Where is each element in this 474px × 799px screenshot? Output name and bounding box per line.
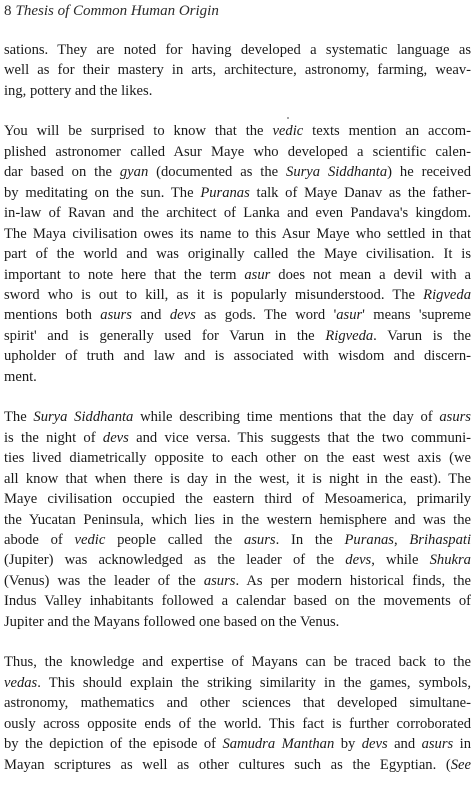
paragraph: [4, 121, 471, 387]
running-head-title: Thesis of Common Human Origin: [15, 3, 219, 19]
paragraph: [4, 407, 471, 632]
text-line: ing, pottery and the likes.: [4, 82, 153, 99]
text-line: all know that when there is day in the west, it is night in the east). The: [4, 470, 471, 487]
text-line: ously across opposite ends of the world. This fact is further corroborated: [4, 715, 471, 732]
text-line: (Jupiter) was acknowledged as the leader of the devs, while Shukra: [4, 552, 471, 569]
text-line: The Surya Siddhanta while describing time mentions that the day of asurs: [4, 409, 471, 426]
paragraph: [4, 652, 471, 775]
text-line: by the depiction of the episode of Samudra Manthan by devs and asurs in: [4, 736, 471, 753]
text-line: sations. They are noted for having developed a systematic language as: [4, 42, 471, 58]
text-line: abode of vedic people called the asurs. In the Puranas, Brihaspati: [4, 531, 471, 548]
text-line: in-law of Ravan and the architect of Lanka and even Pandava's kingdom.: [4, 205, 471, 222]
text-line: You will be surprised to know that the vedic texts mention an accom-: [4, 123, 471, 140]
running-head: [4, 1, 219, 21]
text-line: ment.: [4, 368, 37, 385]
text-line: dar based on the gyan (documented as the Surya Siddhanta) he received: [4, 164, 471, 181]
body-text: [4, 40, 471, 795]
text-line: well as for their mastery in arts, architecture, astronomy, farming, weav-: [4, 62, 471, 79]
text-line: Mayan scriptures as well as other cultures such as the Egyptian. (See: [4, 756, 471, 773]
text-line: spirit' and is generally used for Varun in the Rigveda. Varun is the: [4, 327, 471, 344]
text-line: is the night of devs and vice versa. This suggests that the two communi-: [4, 429, 471, 446]
text-line: important to note here that the term asur does not mean a devil with a: [4, 266, 471, 283]
text-line: the Yucatan Peninsula, which lies in the western hemisphere and was the: [4, 511, 471, 528]
text-line: Thus, the knowledge and expertise of Mayans can be traced back to the: [4, 654, 471, 671]
text-line: plished astronomer called Asur Maye who developed a scientific calen-: [4, 143, 471, 160]
page-number: 8: [4, 3, 12, 19]
text-line: part of the world and was originally called the Maye civilisation. It is: [4, 246, 471, 263]
text-line: sword who is out to kill, as it is popularly misunderstood. The Rigveda: [4, 286, 471, 303]
text-line: Jupiter and the Mayans followed one based on the Venus.: [4, 613, 340, 630]
text-line: by meditating on the sun. The Puranas talk of Maye Danav as the father-: [4, 184, 471, 201]
text-line: vedas. This should explain the striking similarity in the games, symbols,: [4, 674, 471, 691]
paragraph: [4, 40, 471, 101]
text-line: upholder of truth and law and is associated with wisdom and discern-: [4, 348, 471, 365]
text-line: The Maya civilisation owes its name to this Asur Maye who settled in that: [4, 225, 471, 242]
text-line: ties lived diametrically opposite to each other on the east west axis (we: [4, 450, 471, 467]
text-line: Indus Valley inhabitants followed a calendar based on the movements of: [4, 593, 471, 610]
text-line: mentions both asurs and devs as gods. The word 'asur' means 'supreme: [4, 307, 471, 324]
text-line: Maye civilisation occupied the eastern third of Mesoamerica, primarily: [4, 491, 471, 508]
text-line: (Venus) was the leader of the asurs. As per modern historical finds, the: [4, 572, 471, 589]
text-line: astronomy, mathematics and other sciences that developed simultane-: [4, 695, 471, 712]
